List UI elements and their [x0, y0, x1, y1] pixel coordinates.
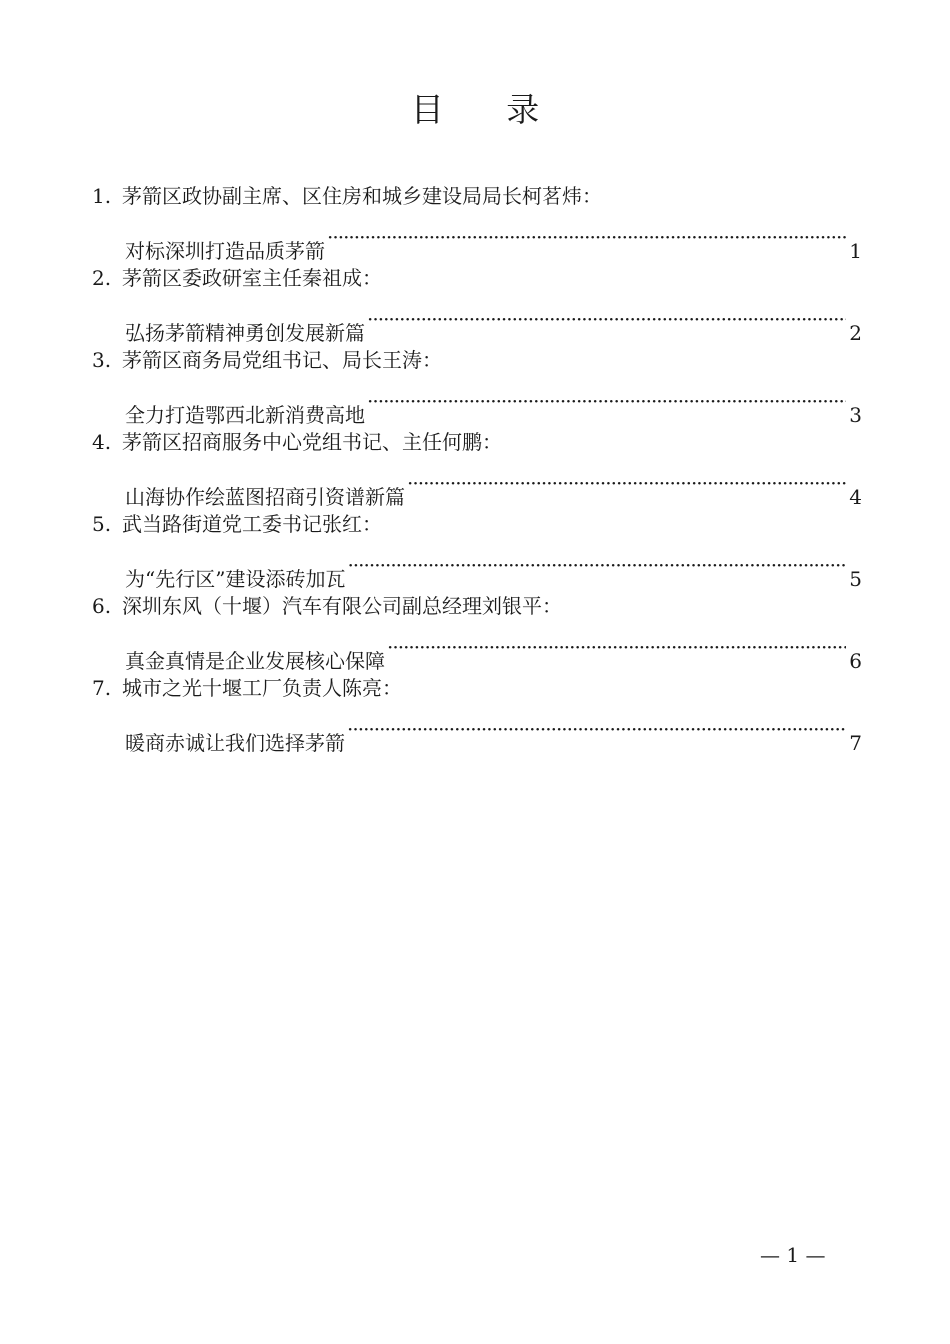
dot-leader — [347, 709, 846, 750]
toc-entry-author: 城市之光十堰工厂负责人陈亮： — [122, 676, 402, 700]
toc-entry-link[interactable] — [92, 463, 862, 509]
toc-entry-heading — [92, 504, 862, 545]
dot-leader — [367, 381, 846, 422]
toc-entry-link[interactable] — [92, 299, 862, 345]
toc-entry-author: 茅箭区商务局党组书记、局长王涛： — [122, 348, 442, 372]
page-title: 目 录 — [410, 90, 566, 129]
toc-entry-heading — [92, 586, 862, 627]
toc-entry-heading — [92, 340, 862, 381]
toc-entry-number: 2. — [92, 266, 112, 290]
toc-entry-page: 2 — [849, 321, 862, 345]
toc-entry — [92, 176, 862, 263]
dot-leader — [347, 545, 846, 586]
toc-entry-number: 6. — [92, 594, 112, 618]
toc-entry-link[interactable] — [92, 217, 862, 263]
toc-entry — [92, 504, 862, 591]
toc-entry-page: 1 — [849, 239, 862, 263]
dot-leader — [367, 299, 846, 340]
toc-entry-title: 山海协作绘蓝图招商引资谱新篇 — [125, 485, 405, 509]
toc-entry-number: 7. — [92, 676, 112, 700]
dot-leader — [387, 627, 846, 668]
toc-entry — [92, 586, 862, 673]
toc-entry-title: 对标深圳打造品质茅箭 — [125, 239, 325, 263]
toc-entry — [92, 340, 862, 427]
toc-entry-page: 3 — [849, 403, 862, 427]
toc-entry-author: 茅箭区委政研室主任秦祖成： — [122, 266, 382, 290]
toc-entry-title: 真金真情是企业发展核心保障 — [125, 649, 385, 673]
toc-entry-title: 为“先行区”建设添砖加瓦 — [125, 567, 346, 591]
toc-entry-page: 4 — [849, 485, 862, 509]
toc-entry-link[interactable] — [92, 381, 862, 427]
toc-entry-author: 茅箭区政协副主席、区住房和城乡建设局局长柯茗炜： — [122, 184, 602, 208]
toc-entry-author: 武当路街道党工委书记张红： — [122, 512, 382, 536]
toc-entry-heading — [92, 176, 862, 217]
toc-entry-heading — [92, 668, 862, 709]
toc-entry — [92, 668, 862, 755]
toc-entry-link[interactable] — [92, 545, 862, 591]
dot-leader — [327, 217, 846, 258]
toc-entry-page: 5 — [849, 567, 862, 591]
toc-entry-title: 弘扬茅箭精神勇创发展新篇 — [125, 321, 365, 345]
toc-entry-number: 1. — [92, 184, 112, 208]
toc-entry-link[interactable] — [92, 627, 862, 673]
toc-entry — [92, 422, 862, 509]
toc-entry-page: 6 — [849, 649, 862, 673]
page-number: — 1 — — [760, 1243, 826, 1267]
toc-entry-title: 暖商赤诚让我们选择茅箭 — [125, 731, 345, 755]
table-of-contents — [92, 176, 862, 755]
toc-entry-number: 5. — [92, 512, 112, 536]
toc-entry — [92, 258, 862, 345]
toc-entry-number: 3. — [92, 348, 112, 372]
toc-entry-heading — [92, 258, 862, 299]
toc-entry-heading — [92, 422, 862, 463]
dot-leader — [407, 463, 846, 504]
toc-entry-page: 7 — [849, 731, 862, 755]
toc-entry-author: 茅箭区招商服务中心党组书记、主任何鹏： — [122, 430, 502, 454]
toc-entry-number: 4. — [92, 430, 112, 454]
toc-entry-link[interactable] — [92, 709, 862, 755]
toc-entry-title: 全力打造鄂西北新消费高地 — [125, 403, 365, 427]
toc-entry-author: 深圳东风（十堰）汽车有限公司副总经理刘银平： — [122, 594, 562, 618]
